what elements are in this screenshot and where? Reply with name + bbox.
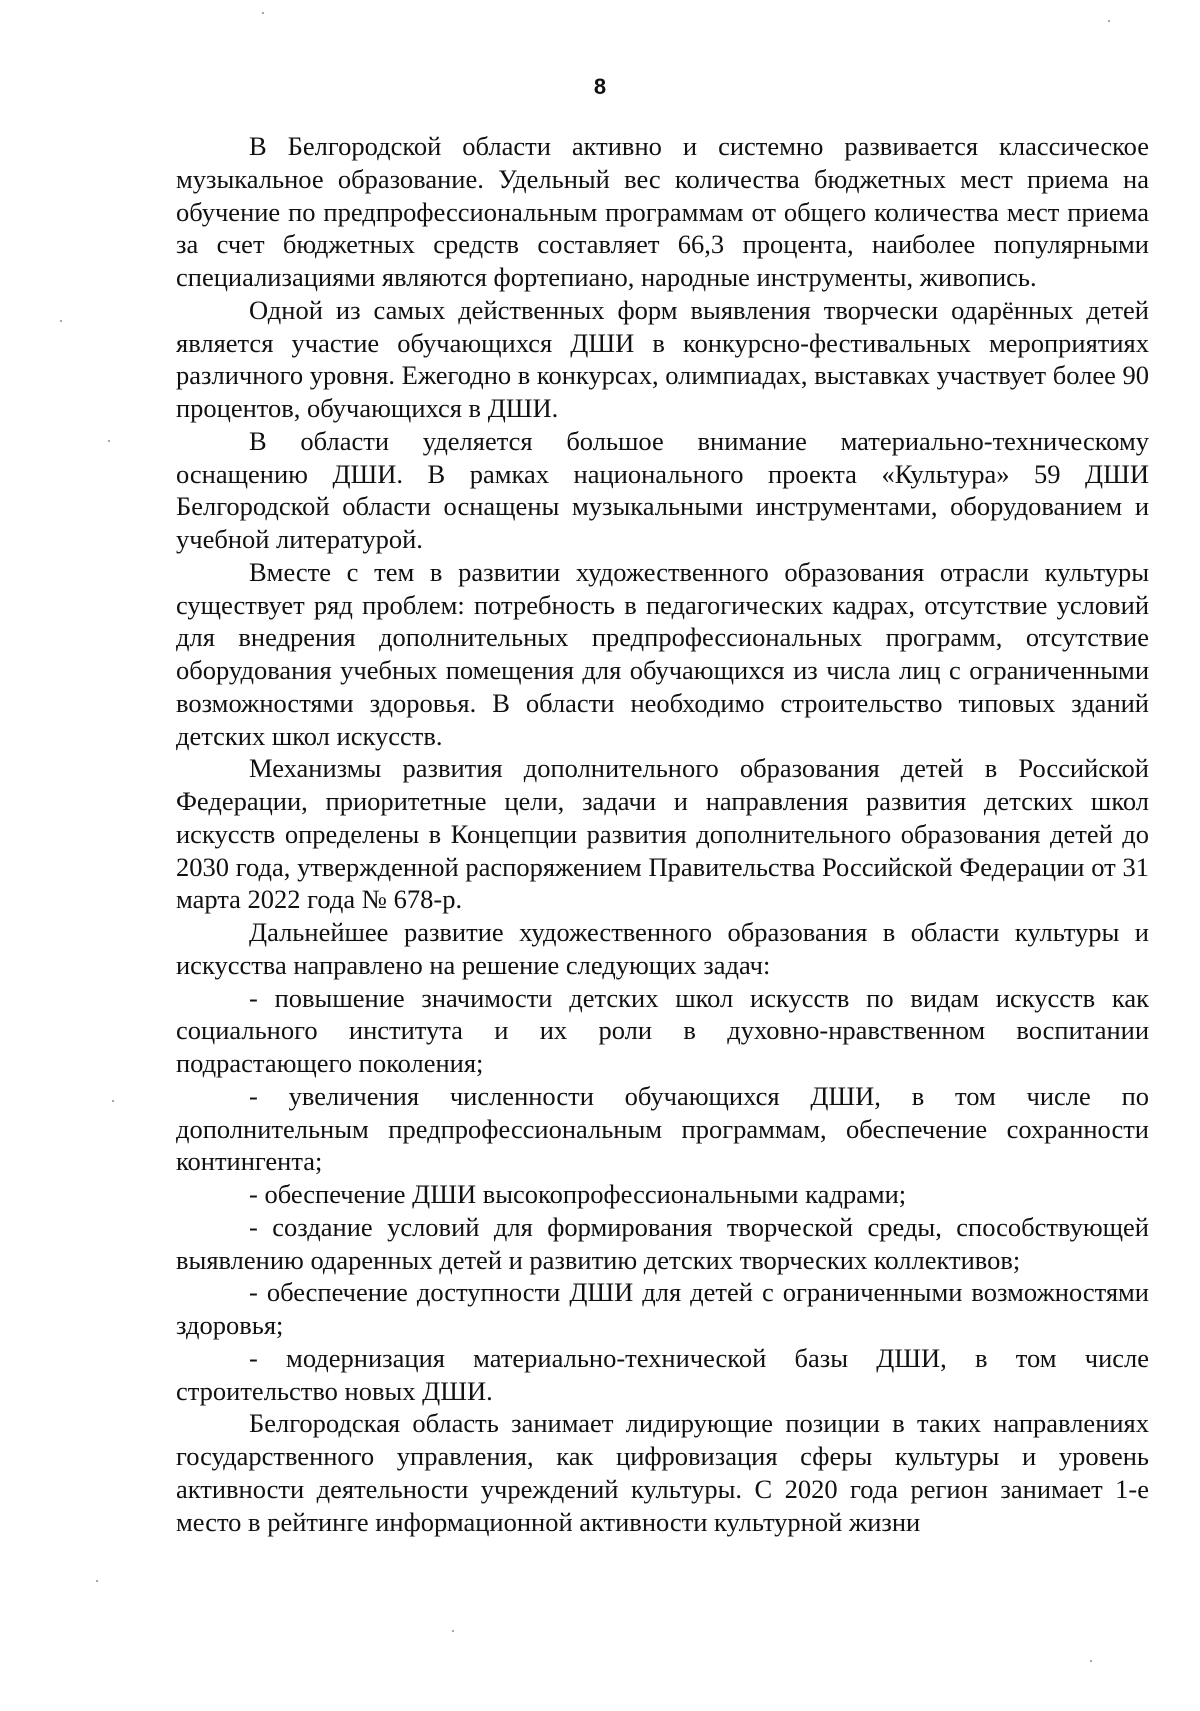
paragraph-problems: Вместе с тем в развитии художественного образования отрасли культуры существует ряд проблем: потребность в педагогических кадрах, отсутствие условий для внедрения дополнительных предпрофессиональных программ, отсутствие оборудования учебных помещения для обучающихся из числа лиц с ограниченными возможностями здоровья. В области необходимо строительство типовых зданий детских школ искусств. xyxy=(176,556,1149,751)
paragraph-equipment: В области уделяется большое внимание материально-техническому оснащению ДШИ. В рамках национального проекта «Культура» 59 ДШИ Белгородской области оснащены музыкальными инструментами, оборудованием и учебной литературой. xyxy=(176,425,1149,554)
list-item-task-modernization: - модернизация материально-технической базы ДШИ, в том числе строительство новых ДШИ. xyxy=(176,1342,1149,1406)
document-body xyxy=(176,130,1149,1538)
list-item-task-enrollment: - увеличения численности обучающихся ДШИ, в том числе по дополнительным предпрофессиональным программам, обеспечение сохранности контингента; xyxy=(176,1080,1149,1177)
list-item-task-creative-environment: - создание условий для формирования творческой среды, способствующей выявлению одаренных детей и развитию детских творческих коллективов; xyxy=(176,1211,1149,1275)
paragraph-leadership: Белгородская область занимает лидирующие позиции в таких направлениях государственного управления, как цифровизация сферы культуры и уровень активности деятельности учреждений культуры. С 2020 года регион занимает 1-е место в рейтинге информационной активности культурной жизни xyxy=(176,1408,1149,1537)
scan-speck xyxy=(262,12,264,14)
paragraph-tasks-intro: Дальнейшее развитие художественного образования в области культуры и искусства направлено на решение следующих задач: xyxy=(176,917,1149,980)
scan-speck xyxy=(1090,1660,1092,1662)
paragraph-competitions: Одной из самых действенных форм выявления творчески одарённых детей является участие обучающихся ДШИ в конкурсно-фестивальных мероприятиях различного уровня. Ежегодно в конкурсах, олимпиадах, выставках участвует более 90 процентов, обучающихся в ДШИ. xyxy=(176,294,1149,423)
paragraph-classical-music-education: В Белгородской области активно и системно развивается классическое музыкальное образование. Удельный вес количества бюджетных мест приема на обучение по предпрофессиональным программам от общего количества мест приема за счет бюджетных средств составляет 66,3 процента, наиболее популярными специализациями являются фортепиано, народные инструменты, живопись. xyxy=(176,131,1149,292)
scan-speck xyxy=(108,440,110,442)
scan-speck xyxy=(112,1100,114,1102)
page-number: 8 xyxy=(593,74,607,99)
list-item-task-significance: - повышение значимости детских школ искусств по видам искусств как социального института и их роли в духовно-нравственном воспитании подрастающего поколения; xyxy=(176,982,1149,1078)
paragraph-mechanisms: Механизмы развития дополнительного образования детей в Российской Федерации, приоритетные цели, задачи и направления развития детских школ искусств определены в Концепции развития дополнительного образования детей до 2030 года, утвержденной распоряжением Правительства Российской Федерации от 31 марта 2022 года № 678-р. xyxy=(176,753,1149,915)
scan-speck xyxy=(60,320,62,322)
list-item-task-staffing: - обеспечение ДШИ высокопрофессиональными кадрами; xyxy=(249,1179,907,1209)
scan-speck xyxy=(452,1630,454,1632)
list-item-task-accessibility: - обеспечение доступности ДШИ для детей с ограниченными возможностями здоровья; xyxy=(176,1277,1149,1340)
scan-speck xyxy=(1108,20,1110,22)
scan-speck xyxy=(96,1580,98,1582)
